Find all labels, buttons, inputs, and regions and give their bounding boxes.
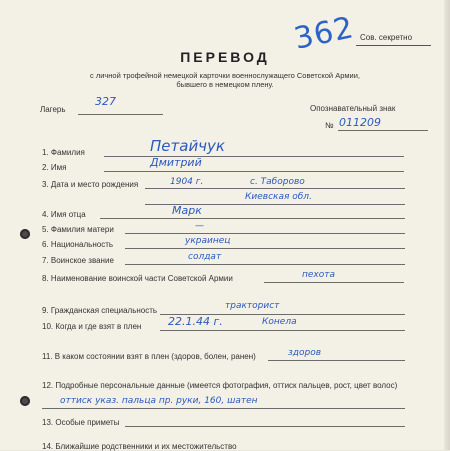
rank-line (125, 264, 405, 265)
surname-line (104, 156, 404, 157)
tag-prefix: № (325, 121, 334, 130)
name-line (104, 171, 404, 172)
nationality-line (125, 248, 405, 249)
father-value: Марк (172, 204, 202, 217)
document-title: ПЕРЕВОД (180, 49, 270, 65)
special-line (125, 426, 405, 427)
unit-label: 8. Наименование воинской части Советской Армии (42, 274, 233, 283)
personal-line (42, 408, 405, 409)
name-value: Дмитрий (150, 156, 202, 169)
surname-label: 1. Фамилия (42, 148, 85, 157)
mother-label: 5. Фамилия матери (42, 225, 114, 234)
captured-label: 10. Когда и где взят в плен (42, 322, 142, 331)
unit-value: пехота (302, 270, 336, 280)
camp-value: 327 (95, 95, 116, 108)
relatives-label: 14. Ближайшие родственники и их местожительство (42, 442, 237, 451)
name-label: 2. Имя (42, 163, 67, 172)
subtitle-line-2: бывшего в немецком плену. (176, 80, 274, 89)
birth-line (145, 188, 405, 189)
document-subtitle (40, 71, 410, 89)
camp-underline (78, 114, 163, 115)
special-label: 13. Особые приметы (42, 418, 120, 427)
birth-place-value: с. Таборово (250, 177, 305, 187)
page-edge (444, 0, 450, 450)
state-line (268, 360, 405, 361)
birth-year-value: 1904 г. (170, 177, 204, 187)
punch-hole-bottom (20, 396, 30, 406)
captured-line (160, 330, 405, 331)
mother-value: — (195, 221, 204, 231)
nationality-value: украинец (185, 236, 231, 246)
subtitle-line-1: с личной трофейной немецкой карточки военнослужащего Советской Армии, (89, 71, 361, 80)
state-value: здоров (288, 348, 322, 358)
birth-label: 3. Дата и место рождения (42, 180, 139, 189)
birth-region-value: Киевская обл. (245, 192, 312, 202)
case-number: 362 (291, 10, 358, 57)
mother-line (125, 233, 405, 234)
surname-value: Петайчук (150, 137, 225, 155)
father-label: 4. Имя отца (42, 210, 86, 219)
tag-label: Опознавательный знак (310, 104, 396, 113)
captured-place-value: Конела (262, 317, 297, 327)
punch-hole-top (20, 229, 30, 239)
personal-label: 12. Подробные персональные данные (имеется фотография, оттиск пальцев, рост, цвет волос) (42, 381, 398, 390)
father-line (100, 218, 405, 219)
camp-label: Лагерь (40, 105, 66, 114)
rank-value: солдат (188, 252, 222, 262)
tag-value: 011209 (339, 116, 381, 129)
profession-value: тракторист (225, 301, 280, 311)
profession-label: 9. Гражданская специальность (42, 306, 158, 315)
tag-underline (338, 130, 428, 131)
unit-line (264, 282, 404, 283)
classification-underline (356, 45, 431, 46)
classification-mark: Сов. секретно (360, 33, 413, 42)
captured-date-value: 22.1.44 г. (168, 315, 223, 328)
personal-value: оттиск указ. пальца пр. руки, 160, шатен (60, 396, 258, 406)
rank-label: 7. Воинское звание (42, 256, 114, 265)
nationality-label: 6. Национальность (42, 240, 114, 249)
state-label: 11. В каком состоянии взят в плен (здоров, болен, ранен) (42, 352, 256, 361)
